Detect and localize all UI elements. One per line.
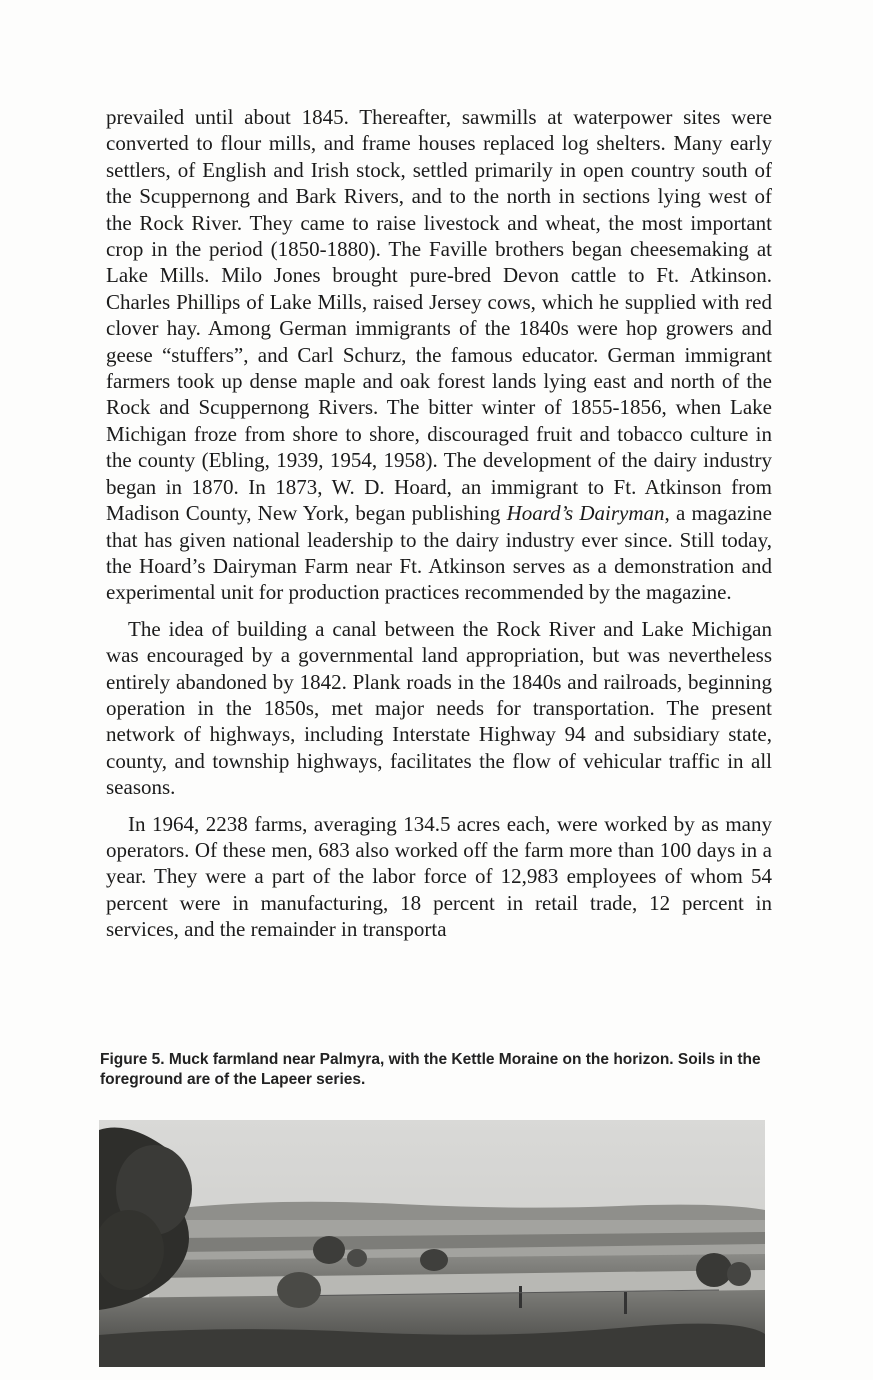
paragraph-history-text: prevailed until about 1845. Thereafter, sawmills at waterpower sites were converted to flour mills, and frame houses replaced log shelters. Many early settlers, of English and Irish stock, settled primarily in open country south of the Scuppernong and Bark Rivers, and to the north in sections lying west of the Rock River. They came to raise livestock and wheat, the most important crop in the period (1850-1880). The Faville brothers began cheesemaking at Lake Mills. Milo Jones brought pure-bred Devon cattle to Ft. Atkinson. Charles Phillips of Lake Mills, raised Jersey cows, which he supplied with red clover hay. Among German immigrants of the 1840s were hop growers and geese “stuffers”, and Carl Schurz, the famous educator. German immigrant farmers took up dense maple and oak forest lands lying east and north of the Rock and Scuppernong Rivers. The bitter winter of 1855-1856, when Lake Michigan froze from shore to shore, discouraged fruit and tobacco culture in the county (Ebling, 1939, 1954, 1958). The development of the dairy industry began in 1870. In 1873, W. D. Hoard, an immigrant to Ft. Atkinson from Madison County, New York, began publishing xyxy=(106,105,772,526)
paragraph-farms: In 1964, 2238 farms, averaging 134.5 acres each, were worked by as many operators. Of these men, 683 also worked off the farm more than 100 days in a year. They were a part of the labor force of 12,983 employees of whom 54 percent were in manufacturing, 18 percent in retail trade, 12 percent in services, and the remainder in transporta xyxy=(106,811,772,942)
landscape-photo-illustration xyxy=(99,1120,765,1367)
figure-photo xyxy=(99,1120,765,1367)
publication-title: Hoard’s Dairyman xyxy=(506,501,665,526)
figure-caption: Figure 5. Muck farmland near Palmyra, with the Kettle Moraine on the horizon. Soils in the foreground are of the Lapeer series. xyxy=(100,1051,761,1088)
body-text xyxy=(106,104,772,943)
paragraph-history xyxy=(106,104,772,606)
paragraph-history-text-end: , a magazine that has given national leadership to the dairy industry ever since. Still today, the Hoard’s Dairyman Farm near Ft. Atkinson serves as a demonstration and experimental unit for production practices recommended by the magazine. xyxy=(106,501,772,605)
paragraph-transportation: The idea of building a canal between the Rock River and Lake Michigan was encouraged by a governmental land appropriation, but was nevertheless entirely abandoned by 1842. Plank roads in the 1840s and railroads, beginning operation in the 1850s, met major needs for transportation. The present network of highways, including Interstate Highway 94 and subsidiary state, county, and township highways, facilitates the flow of vehicular traffic in all seasons. xyxy=(106,616,772,800)
